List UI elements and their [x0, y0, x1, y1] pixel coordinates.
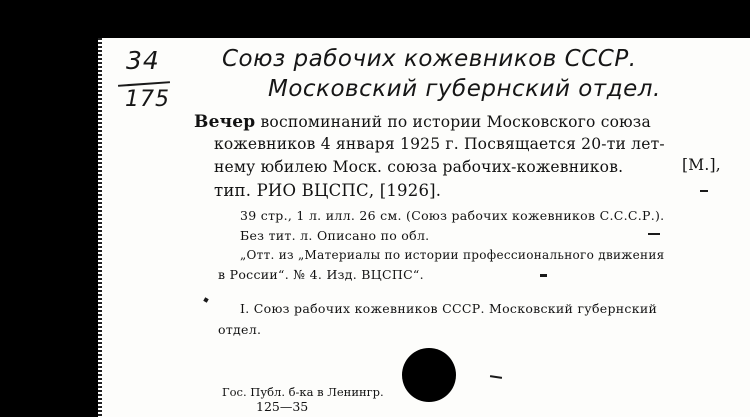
entry-line1 — [194, 112, 651, 132]
entry-line3: нему юбилею Моск. союза рабочих-кожевников. — [214, 158, 624, 176]
entry-line1-text: воспоминаний по истории Московского союза — [260, 113, 651, 131]
call-number-bottom: 175 — [125, 87, 170, 112]
call-number-top: 34 — [126, 46, 160, 75]
subject-line1: I. Союз рабочих кожевников СССР. Московский губернский — [240, 301, 658, 316]
stray-mark — [700, 190, 708, 192]
handwritten-heading-line2: Московский губернский отдел. — [268, 76, 661, 102]
entry-line4: тип. РИО ВЦСПС, [1926]. — [214, 181, 442, 200]
card-edge — [98, 38, 102, 417]
handwritten-heading-line1: Союз рабочих кожевников СССР. — [222, 46, 637, 72]
entry-title-word: Вечер — [194, 112, 256, 132]
stray-mark — [648, 233, 660, 235]
subject-line2: отдел. — [218, 322, 262, 337]
desc-line1: 39 стр., 1 л. илл. 26 см. (Союз рабочих кожевников С.С.С.Р.). — [240, 208, 665, 223]
desc-line3: „Отт. из „Материалы по истории профессионального движения — [240, 248, 665, 262]
entry-place: [М.], — [682, 156, 721, 174]
desc-line2: Без тит. л. Описано по обл. — [240, 228, 430, 243]
entry-line2: кожевников 4 января 1925 г. Посвящается 20-ти лет- — [214, 135, 665, 153]
stray-mark — [540, 274, 547, 277]
library-stamp: Гос. Публ. б-ка в Ленингр. — [222, 385, 384, 399]
ink-blot — [402, 348, 456, 402]
card-number: 125—35 — [256, 399, 309, 414]
desc-line4: в России“. № 4. Изд. ВЦСПС“. — [218, 267, 424, 282]
